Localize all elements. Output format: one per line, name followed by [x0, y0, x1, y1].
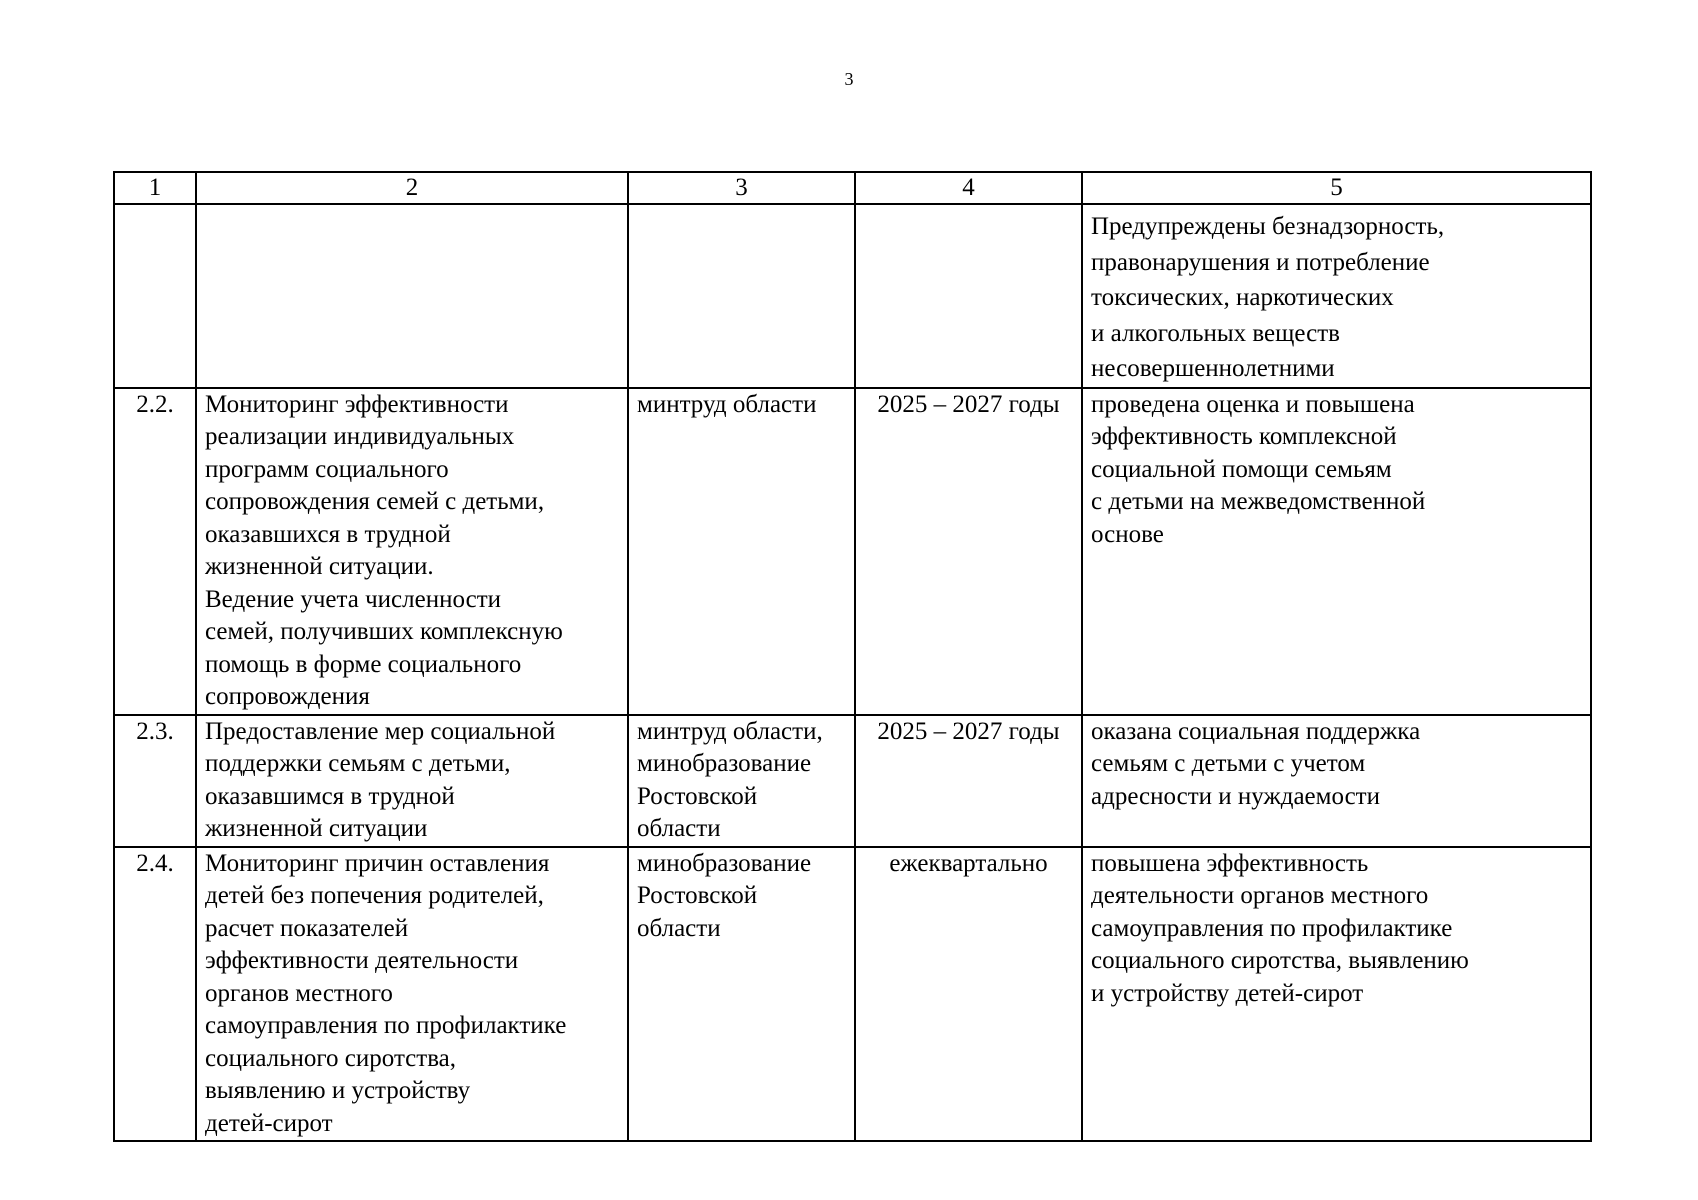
- result-cell: [1082, 715, 1591, 847]
- page-number: 3: [844, 69, 854, 89]
- executor-text: минтруд области: [637, 390, 817, 418]
- executor-cell: [628, 388, 855, 715]
- column-header: 2: [196, 172, 628, 204]
- activity-text: Мониторинг эффективности реализации индивидуальных программ социального сопровождения семей с детьми, оказавшихся в трудной жизненной ситуации. Ведение учета численности семей, получивших комплексную помощь в форме социального сопровождения: [205, 390, 563, 710]
- table-row: [114, 715, 1591, 847]
- continuation-row: [114, 204, 1591, 388]
- term-cell: [855, 388, 1082, 715]
- executor-cell: [628, 847, 855, 1142]
- executor-text: минобразование Ростовской области: [637, 849, 812, 942]
- activity-cell: [196, 388, 628, 715]
- empty-cell: [628, 204, 855, 388]
- column-header: 1: [114, 172, 196, 204]
- column-number-row: [114, 172, 1591, 204]
- empty-cell: [196, 204, 628, 388]
- executor-text: минтруд области, минобразование Ростовской области: [637, 717, 823, 842]
- term-text: 2025 – 2027 годы: [877, 717, 1060, 745]
- empty-cell: [855, 204, 1082, 388]
- column-header: 3: [628, 172, 855, 204]
- activity-cell: [196, 847, 628, 1142]
- result-text: Предупреждены безнадзорность, правонарушения и потребление токсических, наркотических и алкогольных веществ несовершеннолетними: [1091, 213, 1445, 382]
- item-number: 2.3.: [114, 715, 196, 847]
- activity-text: Предоставление мер социальной поддержки семьям с детьми, оказавшимся в трудной жизненной ситуации: [205, 717, 556, 842]
- table-row: [114, 847, 1591, 1142]
- term-text: 2025 – 2027 годы: [877, 390, 1060, 418]
- item-number: 2.4.: [114, 847, 196, 1142]
- column-header: 4: [855, 172, 1082, 204]
- table-row: [114, 388, 1591, 715]
- empty-cell: [114, 204, 196, 388]
- term-cell: [855, 847, 1082, 1142]
- result-cell: [1082, 388, 1591, 715]
- column-header: 5: [1082, 172, 1591, 204]
- activity-text: Мониторинг причин оставления детей без попечения родителей, расчет показателей эффективности деятельности органов местного самоуправления по профилактике социального сиротства, выявлению и устройству детей-сирот: [205, 849, 567, 1137]
- result-text: оказана социальная поддержка семьям с детьми с учетом адресности и нуждаемости: [1091, 717, 1421, 810]
- measures-table: [113, 171, 1592, 1142]
- item-number: 2.2.: [114, 388, 196, 715]
- term-text: ежеквартально: [889, 849, 1048, 877]
- term-cell: [855, 715, 1082, 847]
- result-cell: [1082, 847, 1591, 1142]
- result-cell: [1082, 204, 1591, 388]
- executor-cell: [628, 715, 855, 847]
- activity-cell: [196, 715, 628, 847]
- result-text: повышена эффективность деятельности органов местного самоуправления по профилактике социального сиротства, выявлению и устройству детей-сирот: [1091, 849, 1469, 1007]
- result-text: проведена оценка и повышена эффективность комплексной социальной помощи семьям с детьми на межведомственной основе: [1091, 390, 1426, 548]
